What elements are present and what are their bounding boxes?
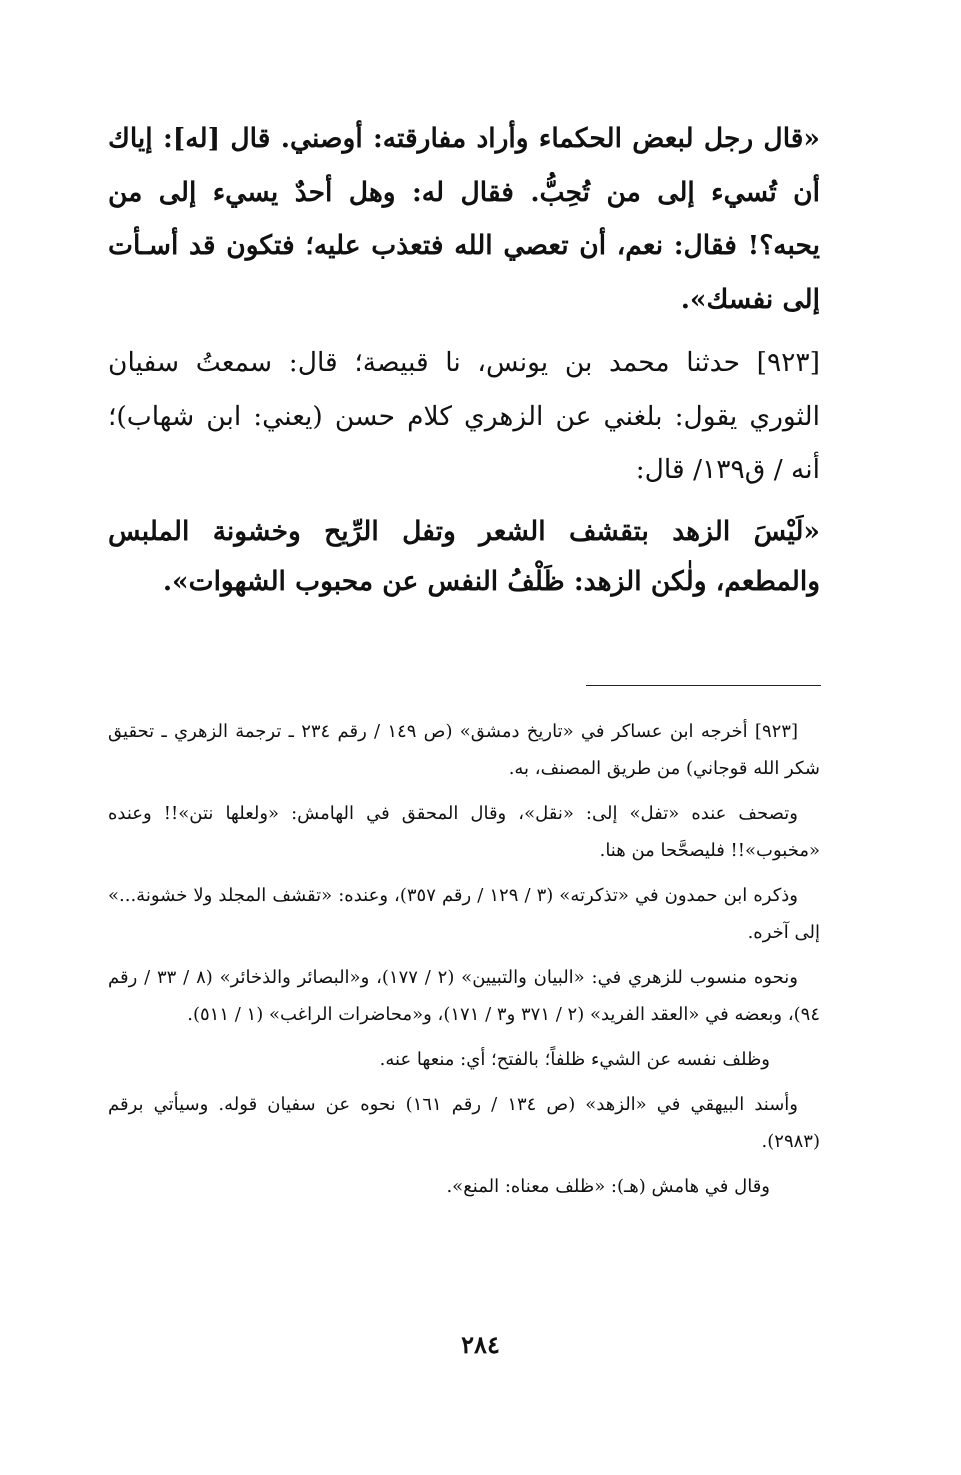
footnote-separator	[586, 685, 821, 686]
footnotes	[108, 713, 820, 1213]
footnote-paragraph: وظلف نفسه عن الشيء ظلفاً؛ بالفتح؛ أي: منعها عنه.	[379, 1049, 770, 1070]
footnote-paragraph: وقال في هامش (هـ): «ظلف معناه: المنع».	[446, 1176, 770, 1197]
footnote-paragraph: وذكره ابن حمدون في «تذكرته» (٣ / ١٢٩ / رقم ٣٥٧)، وعنده: «تقشف المجلد ولا خشونة...» إلى آخره.	[108, 885, 820, 943]
page-number: ٢٨٤	[461, 1330, 500, 1359]
quote-paragraph-1: «قال رجل لبعض الحكماء وأراد مفارقته: أوصني. قال [له]: إياك أن تُسيء إلى من تُحِبُّ. فقال له: وهل أحدٌ يسيء إلى من يحبه؟! فقال: نعم، أن تعصي الله فتعذب عليه؛ فتكون قد أسـأت إلى نفسك».	[108, 123, 820, 315]
main-text	[108, 112, 820, 607]
quote-paragraph-2: «لَيْسَ الزهد بتقشف الشعر وتفل الرِّيح وخشونة الملبس والمطعم، ولٰكن الزهد: ظَلْفُ النفس عن محبوب الشهوات».	[108, 515, 820, 597]
footnote-paragraph: ونحوه منسوب للزهري في: «البيان والتبيين» (٢ / ١٧٧)، و«البصائر والذخائر» (٨ / ٣٣ / رقم ٩٤)، وبعضه في «العقد الفريد» (٢ / ٣٧١ و٣ / ١٧١)، و«محاضرات الراغب» (١ / ٥١١).	[108, 967, 820, 1025]
hadith-paragraph-923: [٩٢٣] حدثنا محمد بن يونس، نا قبيصة؛ قال: سمعتُ سفيان الثوري يقول: بلغني عن الزهري كلام حسن (يعني: ابن شهاب)؛ أنه / ق١٣٩/ قال:	[108, 347, 820, 485]
footnote-paragraph: وأسند البيهقي في «الزهد» (ص ١٣٤ / رقم ١٦١) نحوه عن سفيان قوله. وسيأتي برقم (٢٩٨٣).	[108, 1094, 820, 1152]
footnote-paragraph: وتصحف عنده «تفل» إلى: «نقل»، وقال المحقق في الهامش: «ولعلها نتن»!! وعنده «مخبوب»!! فليصحَّحا من هنا.	[108, 803, 820, 861]
footnote-paragraph: [٩٢٣] أخرجه ابن عساكر في «تاريخ دمشق» (ص ١٤٩ / رقم ٢٣٤ ـ ترجمة الزهري ـ تحقيق شكر الله قوجاني) من طريق المصنف، به.	[108, 721, 820, 779]
